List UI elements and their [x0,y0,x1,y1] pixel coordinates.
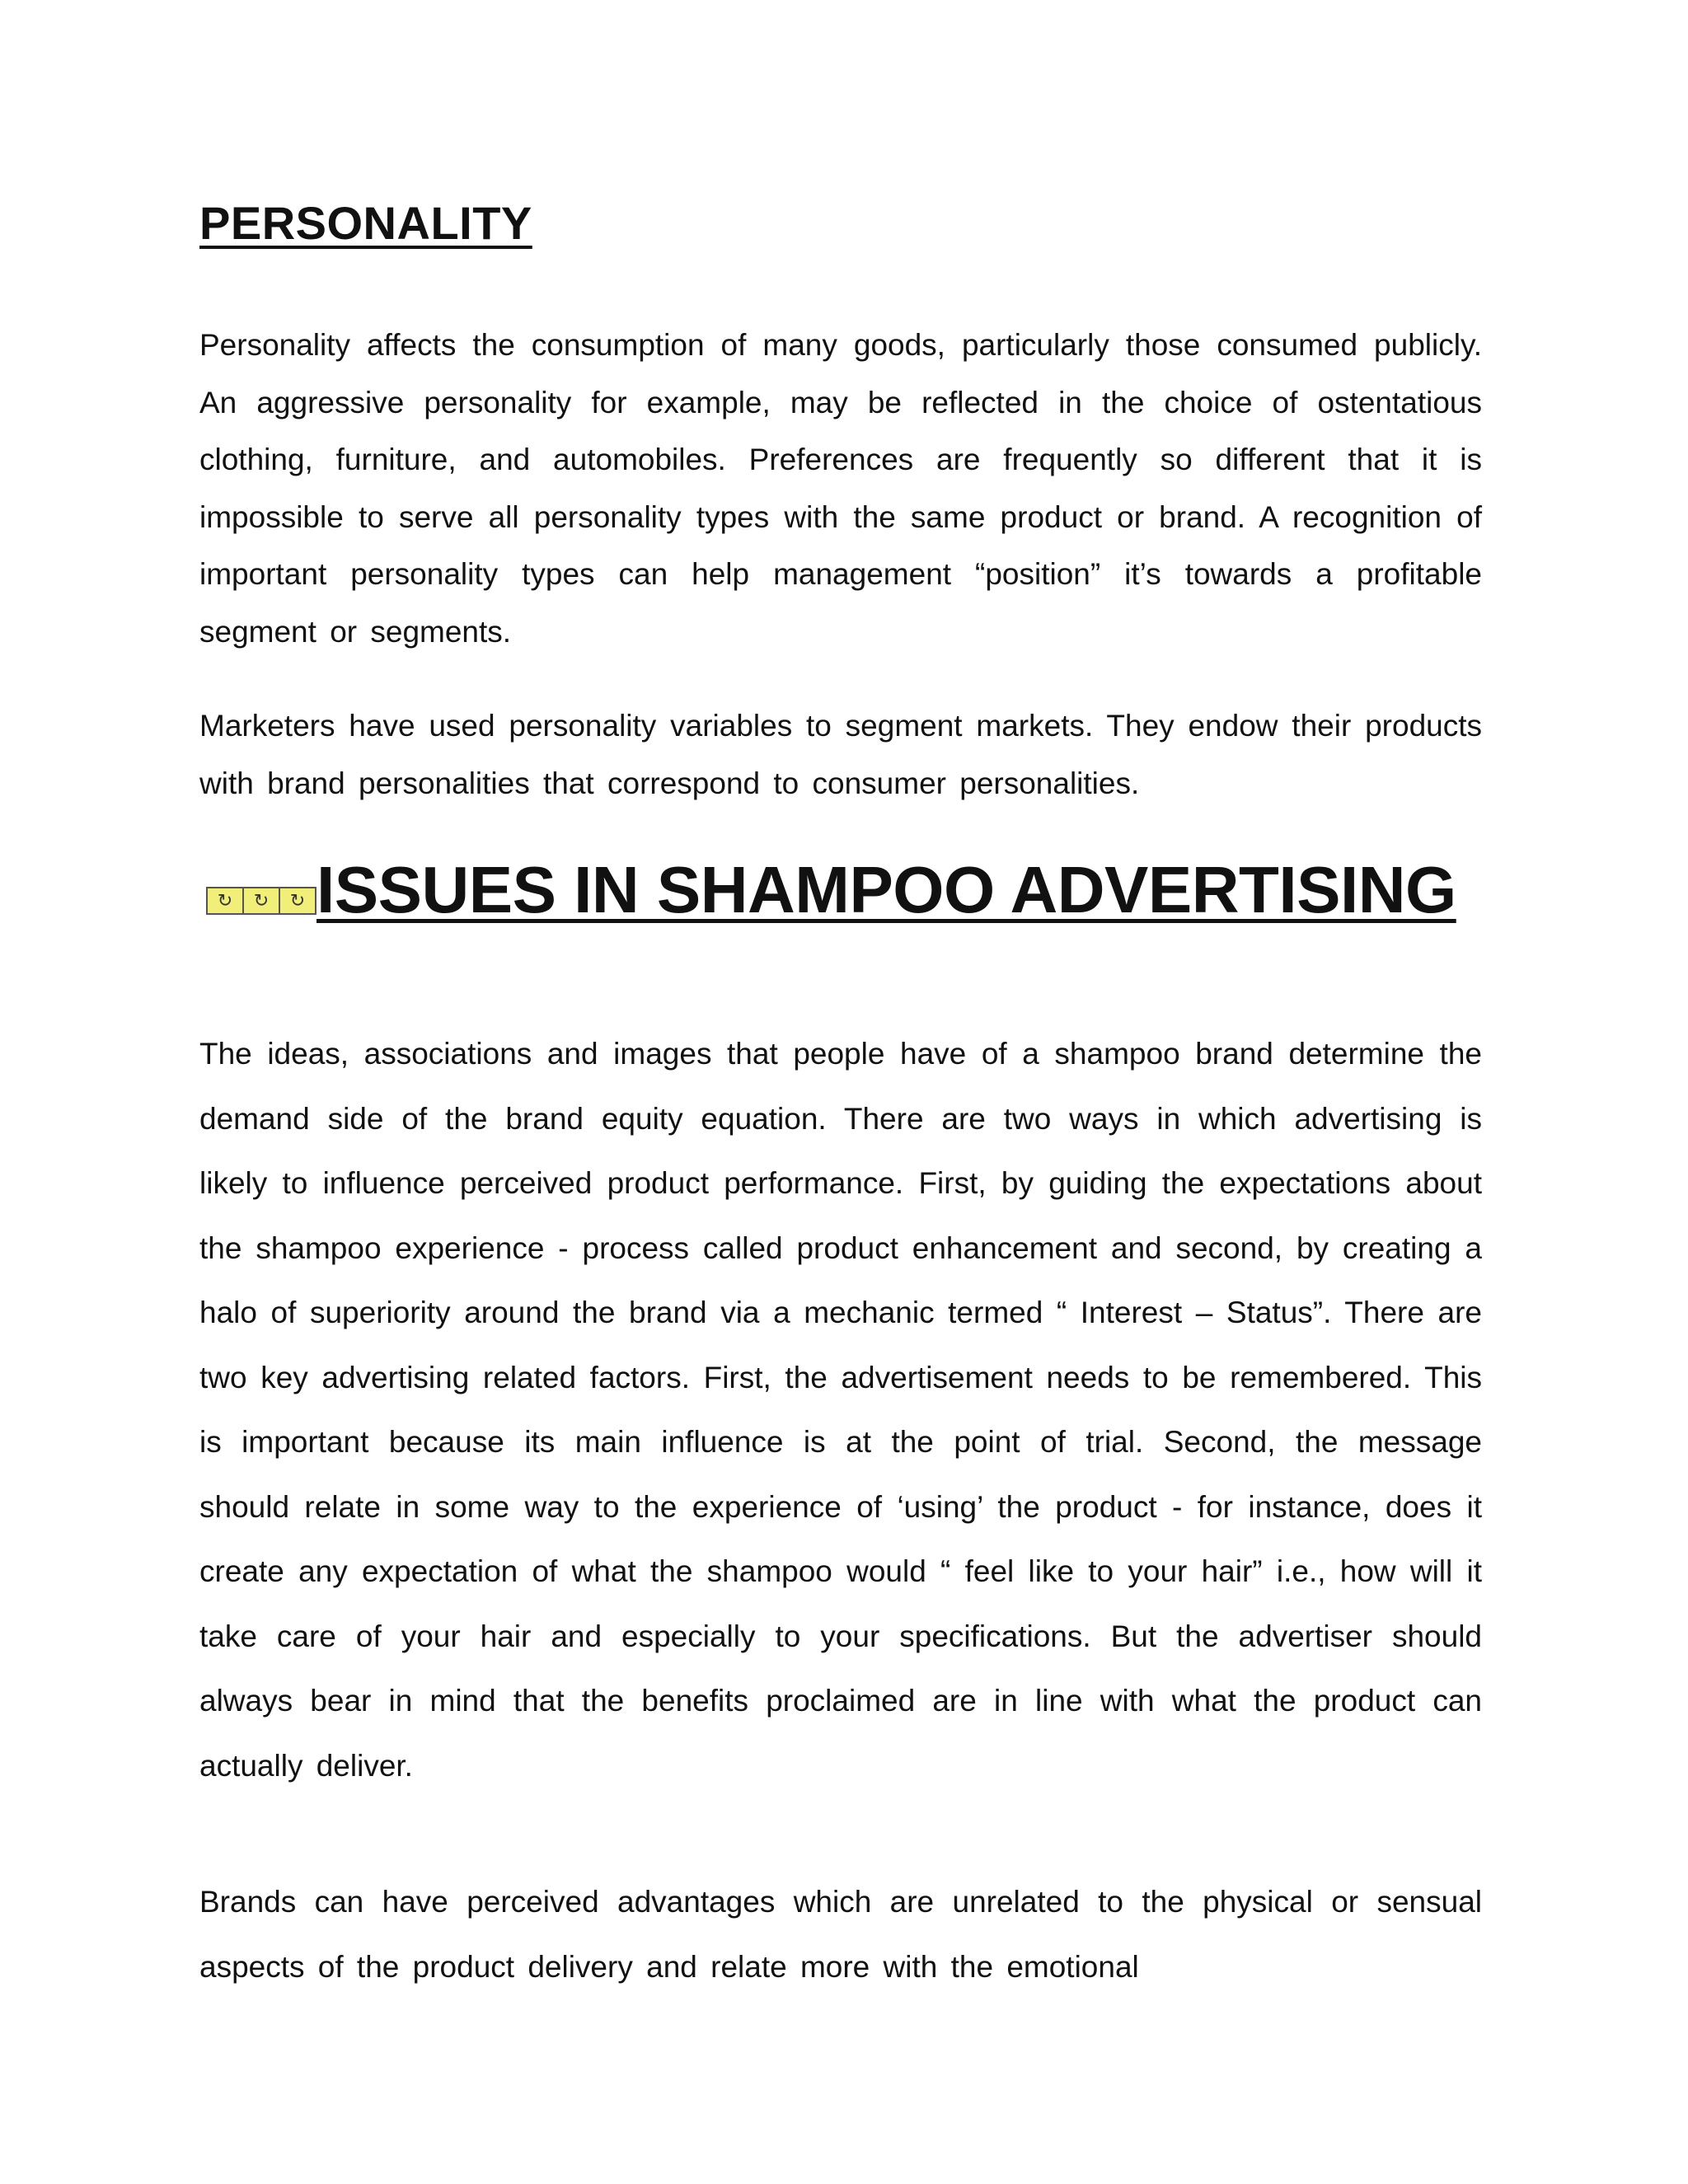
shampoo-advertising-heading: ISSUES IN SHAMPOO ADVERTISING [316,853,1456,926]
shampoo-heading-row [206,853,1456,926]
ornament-swirl-icon: ↻ [206,887,244,915]
ornament-swirl-icon: ↻ [242,887,280,915]
shampoo-paragraph-2: Brands can have perceived advantages which are unrelated to the physical or sensual aspects of the product delivery and relate more with the emotional [199,1885,1482,1984]
heading-ornament [206,887,315,915]
personality-heading: PERSONALITY [199,197,532,249]
personality-paragraph-1: Personality affects the consumption of many goods, particularly those consumed publicly. An aggressive personality for example, may be reflected in the choice of ostentatious clothing, furniture, and automobiles. Preferences are frequently so different that it is impossible to serve all personality types with the same product or brand. A recognition of important personality types can help management “position” it’s towards a profitable segment or segments. [199,328,1482,649]
ornament-swirl-icon: ↻ [279,887,316,915]
personality-paragraph-2: Marketers have used personality variables to segment markets. They endow their products with brand personalities that correspond to consumer personalities. [199,709,1482,800]
shampoo-paragraph-1: The ideas, associations and images that people have of a shampoo brand determine the demand side of the brand equity equation. There are two ways in which advertising is likely to influence perceived product performance. First, by guiding the expectations about the shampoo experience - process called product enhancement and second, by creating a halo of superiority around the brand via a mechanic termed “ Interest – Status”. There are two key advertising related factors. First, the advertisement needs to be remembered. This is important because its main influence is at the point of trial. Second, the message should relate in some way to the experience of ‘using’ the product - for instance, does it create any expectation of what the shampoo would “ feel like to your hair” i.e., how will it take care of your hair and especially to your specifications. But the advertiser should always bear in mind that the benefits proclaimed are in line with what the product can actually deliver. [199,1037,1482,1783]
